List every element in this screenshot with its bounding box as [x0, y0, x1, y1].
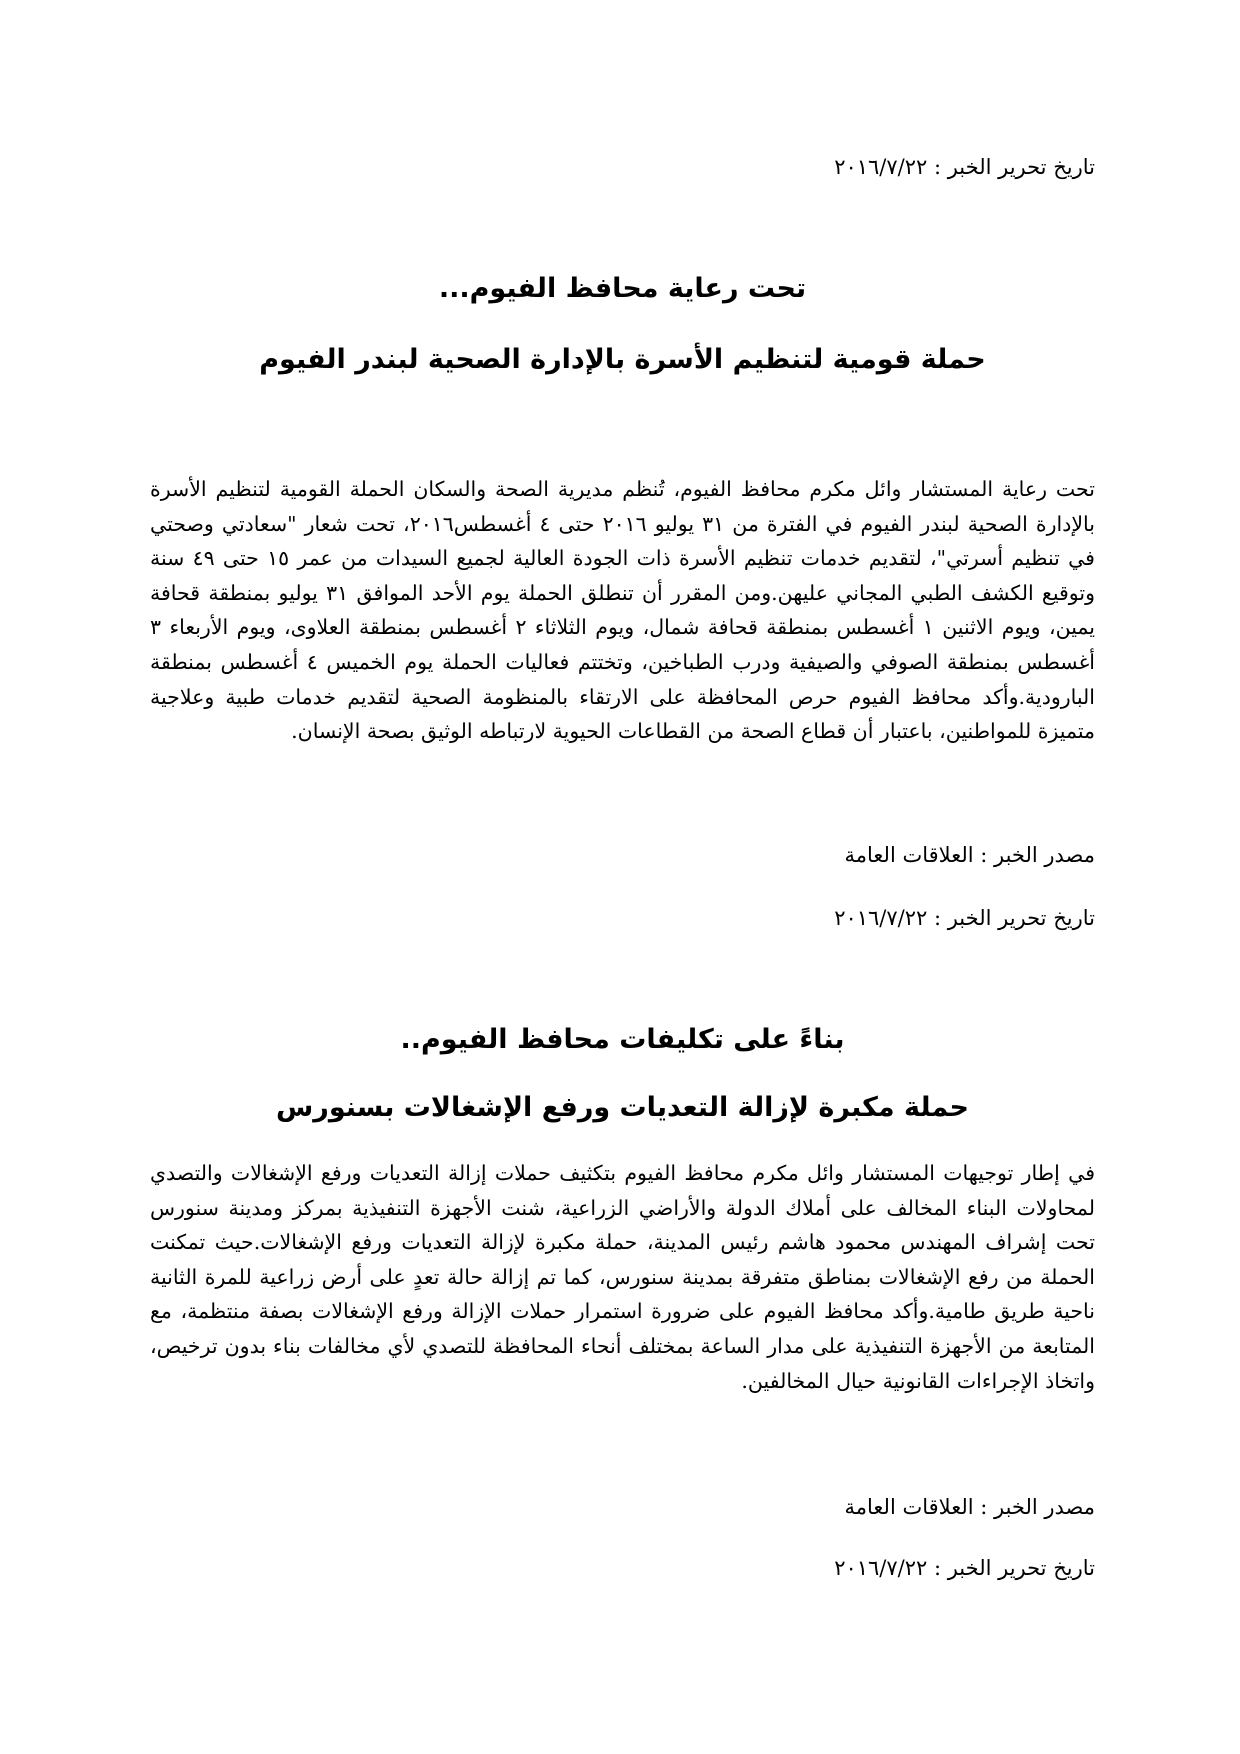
article1-headline-1: تحت رعاية محافظ الفيوم...	[438, 273, 807, 304]
article2-headline-2: حملة مكبرة لإزالة التعديات ورفع الإشغالات بسنورس	[276, 1092, 969, 1123]
top-dateline: تاريخ تحرير الخبر : ٢٠١٦/٧/٢٢	[834, 155, 1095, 179]
article2-dateline: تاريخ تحرير الخبر : ٢٠١٦/٧/٢٢	[834, 1556, 1095, 1580]
article2-source: مصدر الخبر : العلاقات العامة	[844, 1495, 1095, 1519]
article2-body: في إطار توجيهات المستشار وائل مكرم محافظ الفيوم بتكثيف حملات إزالة التعديات ورفع الإشغالات والتصدي لمحاولات البناء المخالف على أملاك الدولة والأراضي الزراعية، شنت الأجهزة التنفيذية بمركز ومدينة سنورس تحت إشراف المهندس محمود هاشم رئيس المدينة، حملة مكبرة لإزالة التعديات ورفع الإشغالات.حيث تمكنت الحملة من رفع الإشغالات بمناطق متفرقة بمدينة سنورس، كما تم إزالة حالة تعدٍ على أرض زراعية للمرة الثانية ناحية طريق طامية.وأكد محافظ الفيوم على ضرورة استمرار حملات الإزالة ورفع الإشغالات بصفة منتظمة، مع المتابعة من الأجهزة التنفيذية على مدار الساعة بمختلف أنحاء المحافظة للتصدي لأي مخالفات بناء بدون ترخيص، واتخاذ الإجراءات القانونية حيال المخالفين.	[150, 1161, 1095, 1393]
article1-body: تحت رعاية المستشار وائل مكرم محافظ الفيوم، تُنظم مديرية الصحة والسكان الحملة القومية لتنظيم الأسرة بالإدارة الصحية لبندر الفيوم في الفترة من ٣١ يوليو ٢٠١٦ حتى ٤ أغسطس٢٠١٦، تحت شعار "سعادتي وصحتي في تنظيم أسرتي"، لتقديم خدمات تنظيم الأسرة ذات الجودة العالية لجميع السيدات من عمر ١٥ حتى ٤٩ سنة وتوقيع الكشف الطبي المجاني عليهن.ومن المقرر أن تنطلق الحملة يوم الأحد الموافق ٣١ يوليو بمنطقة قحافة يمين، ويوم الاثنين ١ أغسطس بمنطقة قحافة شمال، ويوم الثلاثاء ٢ أغسطس بمنطقة العلاوى، ويوم الأربعاء ٣ أغسطس بمنطقة الصوفي والصيفية ودرب الطباخين، وتختتم فعاليات الحملة يوم الخميس ٤ أغسطس بمنطقة البارودية.وأكد محافظ الفيوم حرص المحافظة على الارتقاء بالمنظومة الصحية لتقديم خدمات طبية وعلاجية متميزة للمواطنين، باعتبار أن قطاع الصحة من القطاعات الحيوية لارتباطه الوثيق بصحة الإنسان.	[150, 477, 1096, 744]
article2-headline-1: بناءً على تكليفات محافظ الفيوم..	[400, 1024, 845, 1055]
article1-headline-2: حملة قومية لتنظيم الأسرة بالإدارة الصحية لبندر الفيوم	[259, 344, 986, 375]
article1-source: مصدر الخبر : العلاقات العامة	[844, 843, 1095, 867]
article1-dateline: تاريخ تحرير الخبر : ٢٠١٦/٧/٢٢	[834, 906, 1095, 930]
document-page	[150, 0, 1095, 1754]
